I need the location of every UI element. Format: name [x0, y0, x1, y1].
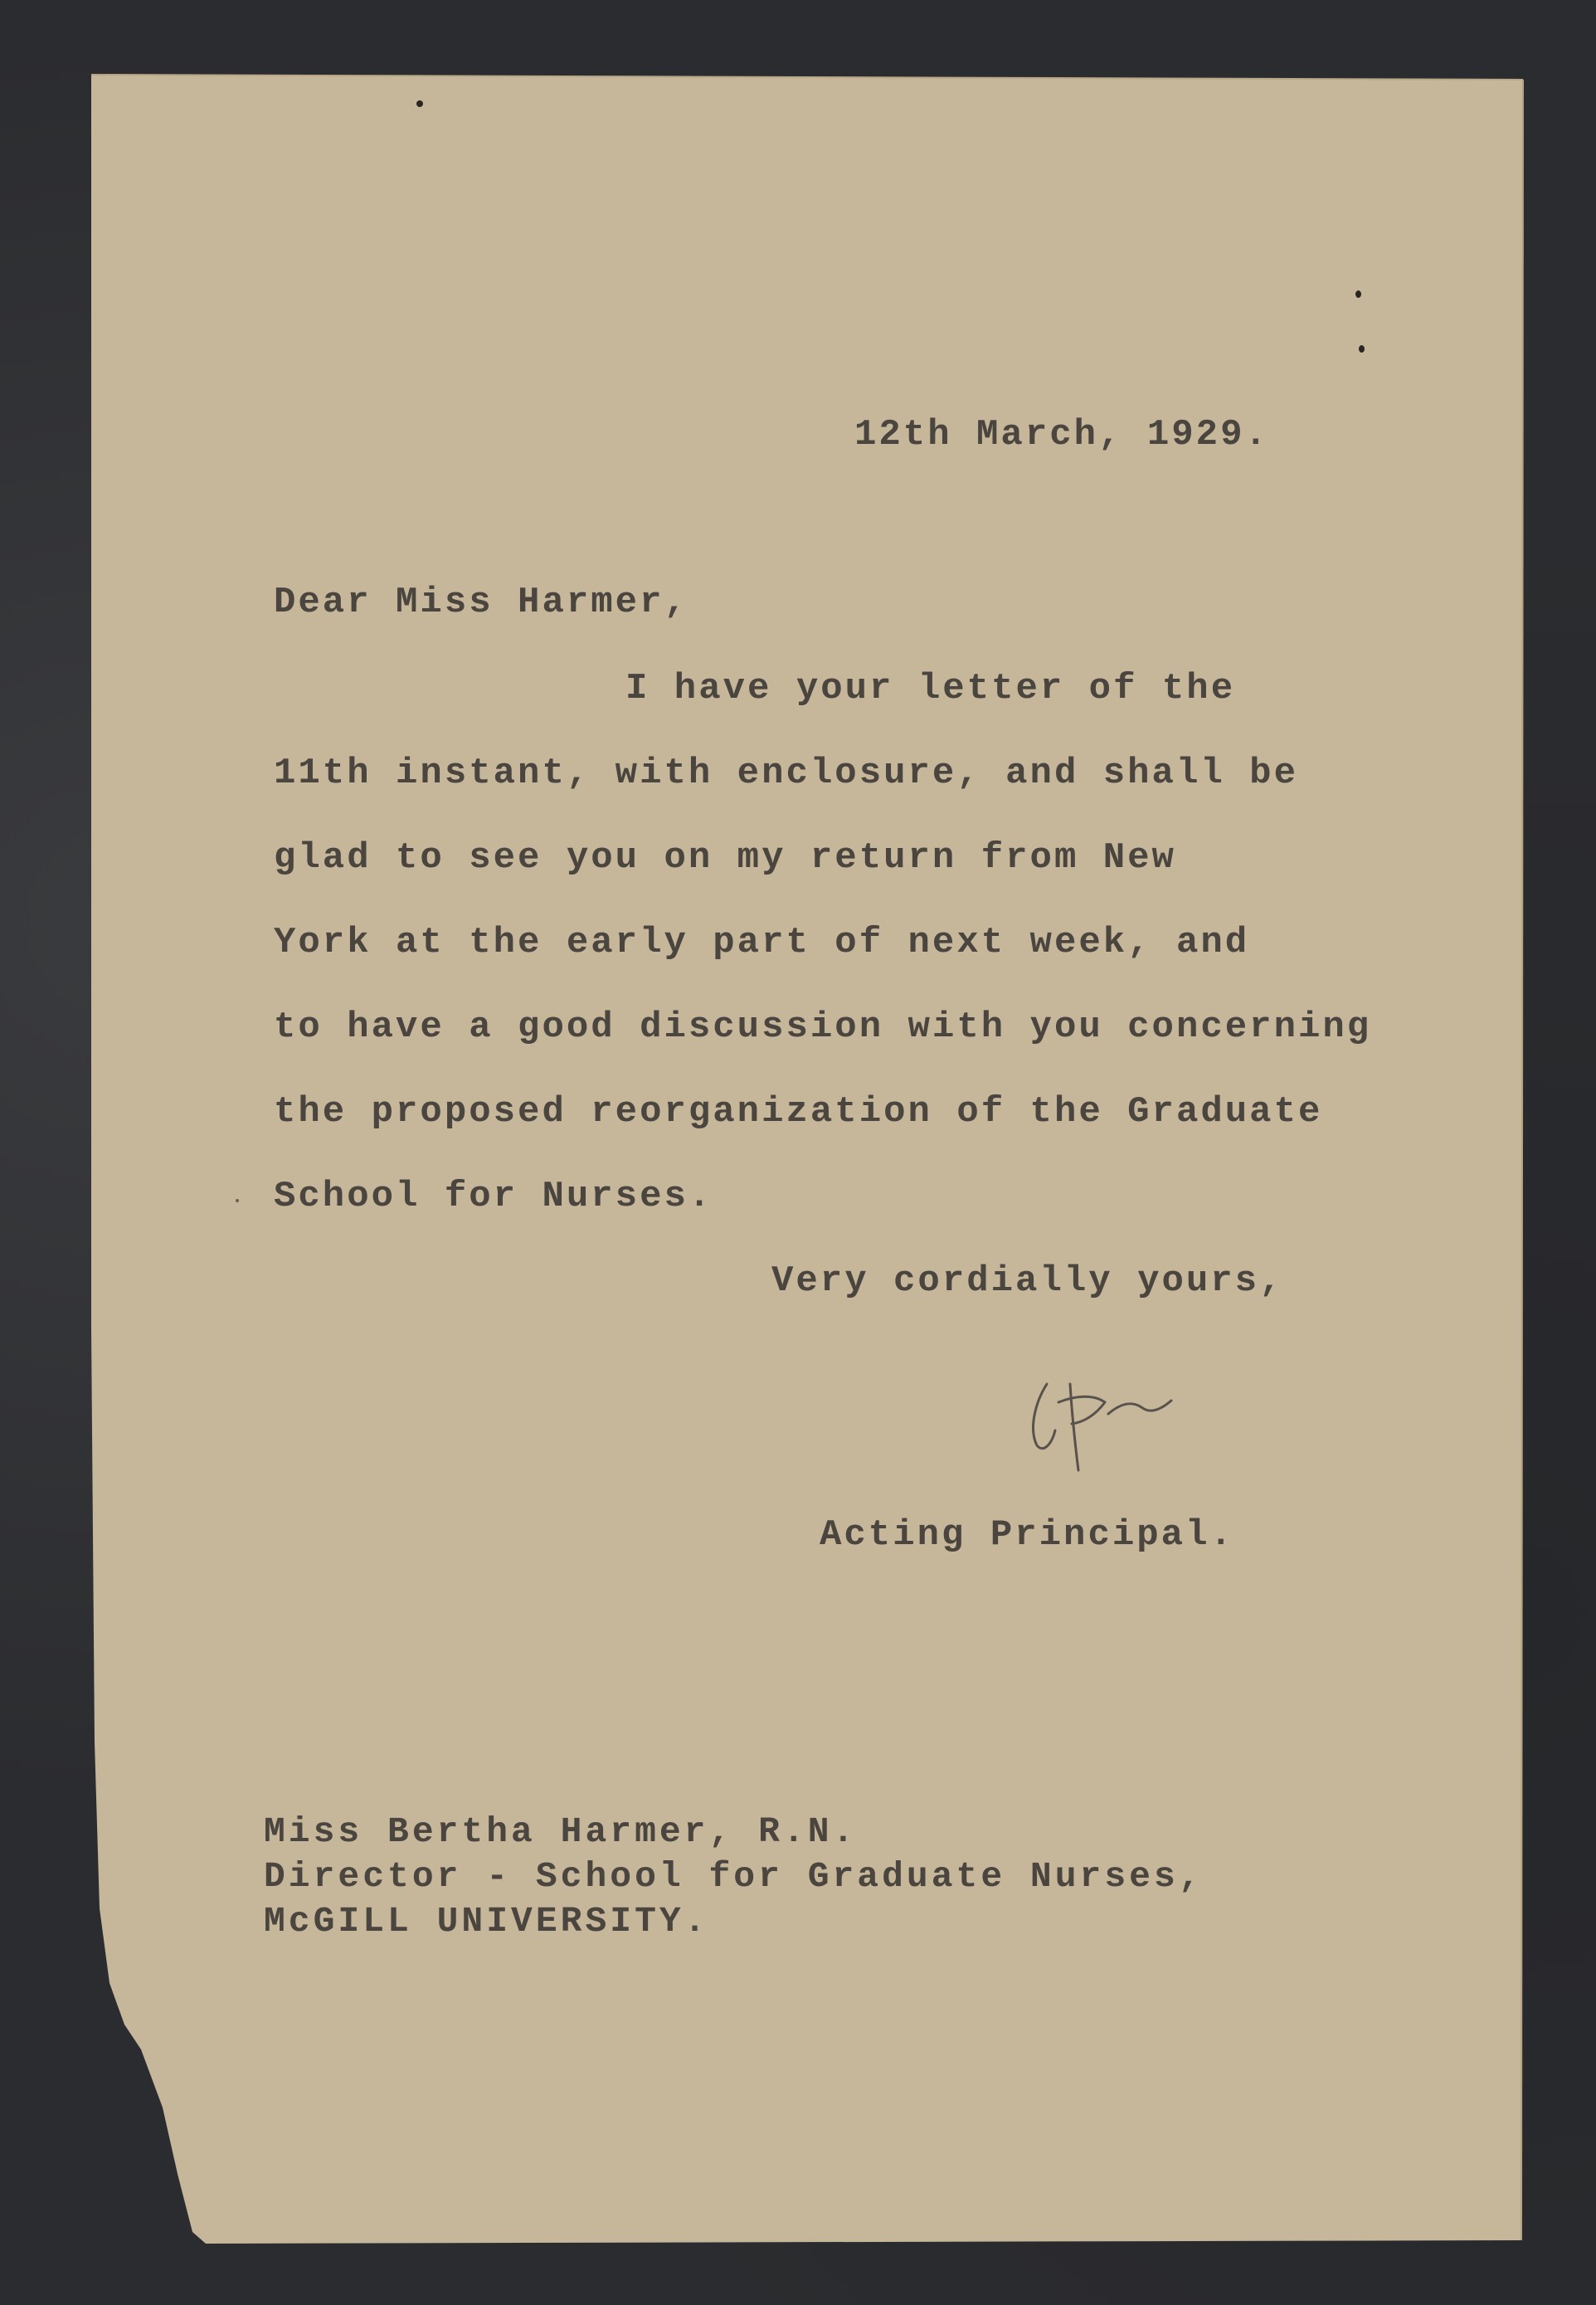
body-line-4: York at the early part of next week, and	[274, 922, 1250, 963]
body-line-2: 11th instant, with enclosure, and shall be	[274, 753, 1298, 794]
body-line-5: to have a good discussion with you concerning	[274, 1006, 1372, 1048]
recipient-position: Director - School for Graduate Nurses,	[264, 1856, 1204, 1897]
recipient-name: Miss Bertha Harmer, R.N.	[264, 1811, 858, 1852]
body-line-6: the proposed reorganization of the Graduate	[274, 1091, 1323, 1133]
letter-date: 12th March, 1929.	[854, 414, 1269, 456]
body-line-3: glad to see you on my return from New	[274, 837, 1176, 879]
closing: Very cordially yours,	[771, 1260, 1284, 1302]
body-line-1: I have your letter of the	[625, 668, 1236, 709]
salutation: Dear Miss Harmer,	[274, 582, 689, 623]
paper-speck	[1355, 290, 1361, 298]
paper-speck	[416, 100, 423, 107]
paper-speck	[236, 1199, 239, 1202]
recipient-institution: McGILL UNIVERSITY.	[264, 1901, 709, 1942]
body-line-7: School for Nurses.	[274, 1176, 713, 1217]
signature-title: Acting Principal.	[820, 1514, 1234, 1556]
paper-speck	[1359, 345, 1365, 353]
